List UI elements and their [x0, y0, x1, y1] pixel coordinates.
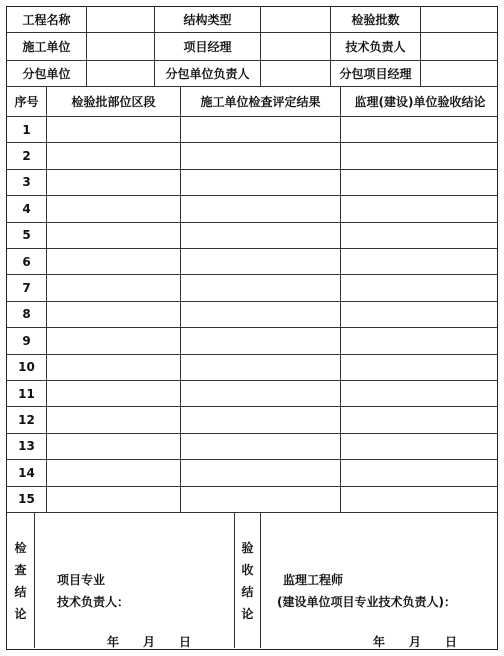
row-number: 7: [7, 275, 47, 300]
construction-result-cell[interactable]: [181, 302, 341, 327]
technical-lead-label: 技术负责人: [331, 33, 421, 60]
accept-signer-line1: 监理工程师: [283, 573, 344, 587]
table-header-row: [7, 87, 497, 117]
construction-result-cell[interactable]: [181, 223, 341, 248]
construction-result-cell[interactable]: [181, 460, 341, 485]
table-row: [7, 117, 497, 143]
lot-location-cell[interactable]: [47, 275, 181, 300]
table-row: [7, 328, 497, 354]
label-char: 论: [241, 606, 254, 621]
table-row: [7, 460, 497, 486]
sub-project-manager-value[interactable]: [421, 61, 499, 86]
lot-location-cell[interactable]: [47, 381, 181, 406]
label-char: 结: [241, 584, 254, 599]
supervision-conclusion-cell[interactable]: [341, 143, 499, 168]
construction-result-cell[interactable]: [181, 170, 341, 195]
lot-location-cell[interactable]: [47, 460, 181, 485]
accept-signer-line2: (建设单位项目专业技术负责人)：: [277, 595, 456, 609]
table-row: [7, 223, 497, 249]
table-row: [7, 381, 497, 407]
row-number: 15: [7, 487, 47, 512]
table-row: [7, 407, 497, 433]
column-header: 监理(建设)单位验收结论: [354, 95, 486, 109]
construction-result-cell[interactable]: [181, 143, 341, 168]
table-row: [7, 170, 497, 196]
column-header: 检验批部位区段: [47, 87, 181, 116]
subcontractor-lead-label: 分包单位负责人: [155, 61, 261, 86]
project-manager-label: 项目经理: [155, 33, 261, 60]
row-number: 11: [7, 381, 47, 406]
lot-location-cell[interactable]: [47, 223, 181, 248]
table-row: [7, 355, 497, 381]
lot-location-cell[interactable]: [47, 302, 181, 327]
inspection-lots-label: 检验批数: [331, 7, 421, 32]
sub-project-manager-label: 分包项目经理: [331, 61, 421, 86]
supervision-conclusion-cell[interactable]: [341, 487, 499, 512]
lot-location-cell[interactable]: [47, 407, 181, 432]
row-number: 13: [7, 434, 47, 459]
supervision-conclusion-cell[interactable]: [341, 249, 499, 274]
construction-result-cell[interactable]: [181, 487, 341, 512]
check-conclusion-label: [7, 513, 35, 648]
row-number: 5: [7, 223, 47, 248]
lot-location-cell[interactable]: [47, 196, 181, 221]
supervision-conclusion-cell[interactable]: [341, 328, 499, 353]
table-row: [7, 434, 497, 460]
lot-location-cell[interactable]: [47, 117, 181, 142]
construction-result-cell[interactable]: [181, 328, 341, 353]
construction-result-cell[interactable]: [181, 275, 341, 300]
lot-location-cell[interactable]: [47, 487, 181, 512]
subcontractor-value[interactable]: [87, 61, 155, 86]
column-header: 施工单位检查评定结果: [181, 87, 341, 116]
construction-unit-value[interactable]: [87, 33, 155, 60]
table-row: [7, 196, 497, 222]
inspection-form: [6, 6, 498, 650]
supervision-conclusion-cell[interactable]: [341, 196, 499, 221]
supervision-conclusion-cell[interactable]: [341, 381, 499, 406]
supervision-conclusion-cell[interactable]: [341, 223, 499, 248]
supervision-conclusion-cell[interactable]: [341, 460, 499, 485]
construction-result-cell[interactable]: [181, 381, 341, 406]
subcontractor-lead-value[interactable]: [261, 61, 331, 86]
conclusion-section: [7, 513, 497, 648]
row-number: 14: [7, 460, 47, 485]
label-char: 论: [14, 606, 27, 621]
lot-location-cell[interactable]: [47, 143, 181, 168]
row-number: 4: [7, 196, 47, 221]
supervision-conclusion-cell[interactable]: [341, 434, 499, 459]
supervision-conclusion-cell[interactable]: [341, 117, 499, 142]
acceptance-conclusion-label: [235, 513, 261, 648]
structure-type-label: 结构类型: [155, 7, 261, 32]
label-char: 检: [14, 540, 27, 555]
supervision-conclusion-cell[interactable]: [341, 170, 499, 195]
table-row: [7, 143, 497, 169]
row-number: 2: [7, 143, 47, 168]
table-row: [7, 302, 497, 328]
row-number: 10: [7, 355, 47, 380]
lot-location-cell[interactable]: [47, 434, 181, 459]
column-header: 序号: [7, 87, 47, 116]
check-signer-line1: 项目专业: [57, 573, 106, 587]
row-number: 3: [7, 170, 47, 195]
label-char: 收: [241, 562, 254, 577]
project-name-value[interactable]: [87, 7, 155, 32]
construction-result-cell[interactable]: [181, 355, 341, 380]
lot-location-cell[interactable]: [47, 355, 181, 380]
check-date: 年 月 日: [107, 635, 192, 649]
structure-type-value[interactable]: [261, 7, 331, 32]
header-row-1: [7, 7, 497, 33]
label-char: 验: [241, 540, 254, 555]
subcontractor-label: 分包单位: [7, 61, 87, 86]
project-name-label: 工程名称: [7, 7, 87, 32]
inspection-lots-value[interactable]: [421, 7, 499, 32]
supervision-conclusion-cell[interactable]: [341, 407, 499, 432]
supervision-conclusion-cell[interactable]: [341, 302, 499, 327]
table-row: [7, 249, 497, 275]
accept-date: 年 月 日: [373, 635, 458, 649]
lot-location-cell[interactable]: [47, 249, 181, 274]
row-number: 6: [7, 249, 47, 274]
check-signer-line2: 技术负责人：: [57, 595, 130, 609]
construction-result-cell[interactable]: [181, 117, 341, 142]
construction-result-cell[interactable]: [181, 434, 341, 459]
supervision-conclusion-cell[interactable]: [341, 355, 499, 380]
table-row: [7, 275, 497, 301]
row-number: 1: [7, 117, 47, 142]
construction-result-cell[interactable]: [181, 249, 341, 274]
row-number: 9: [7, 328, 47, 353]
header-row-2: [7, 33, 497, 61]
technical-lead-value[interactable]: [421, 33, 499, 60]
table-row: [7, 487, 497, 513]
construction-unit-label: 施工单位: [7, 33, 87, 60]
construction-result-cell[interactable]: [181, 196, 341, 221]
construction-result-cell[interactable]: [181, 407, 341, 432]
project-manager-value[interactable]: [261, 33, 331, 60]
lot-location-cell[interactable]: [47, 170, 181, 195]
label-char: 结: [14, 584, 27, 599]
label-char: 查: [14, 562, 27, 577]
header-row-3: [7, 61, 497, 87]
row-number: 8: [7, 302, 47, 327]
lot-location-cell[interactable]: [47, 328, 181, 353]
row-number: 12: [7, 407, 47, 432]
supervision-conclusion-cell[interactable]: [341, 275, 499, 300]
